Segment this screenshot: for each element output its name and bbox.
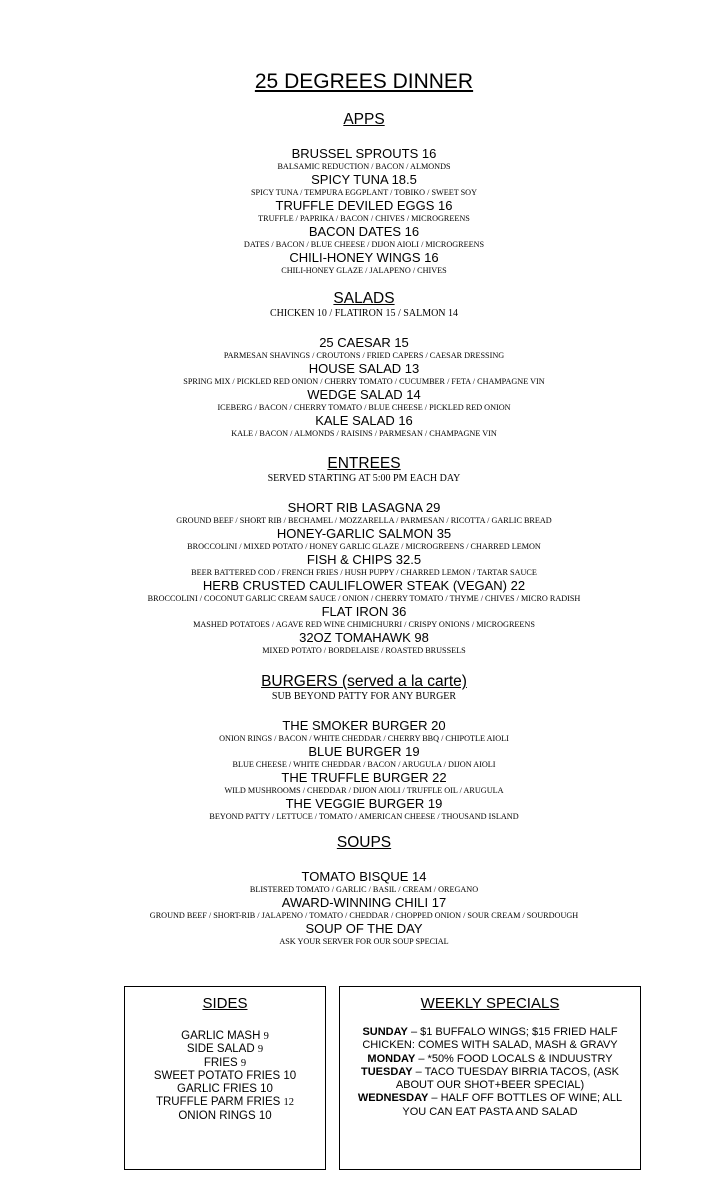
side-item-price: 10 <box>260 1083 273 1096</box>
side-item <box>125 1030 325 1043</box>
side-item-name: SWEET POTATO FRIES <box>153 1069 281 1082</box>
side-item-price: 12 <box>283 1097 295 1109</box>
special-item <box>348 1066 632 1093</box>
salads-heading: SALADS <box>333 290 395 307</box>
menu-item-name: AWARD-WINNING CHILI 17 <box>281 895 447 910</box>
menu-item-name: BRUSSEL SPROUTS 16 <box>291 146 437 161</box>
side-item-name: FRIES <box>203 1056 238 1069</box>
side-item <box>125 1043 325 1056</box>
salads-list <box>0 335 728 439</box>
menu-item-desc: SPICY TUNA / TEMPURA EGGPLANT / TOBIKO / SWEET SOY <box>250 188 478 197</box>
menu-item-desc: BEER BATTERED COD / FRENCH FRIES / HUSH PUPPY / CHARRED LEMON / TARTAR SAUCE <box>191 568 537 577</box>
menu-item-desc: GROUND BEEF / SHORT-RIB / JALAPENO / TOMATO / CHEDDAR / CHOPPED ONION / SOUR CREAM / SOURDOUGH <box>149 911 579 920</box>
side-item-name: SIDE SALAD <box>186 1043 255 1056</box>
menu-item-desc: DATES / BACON / BLUE CHEESE / DIJON AIOLI / MICROGREENS <box>243 240 485 249</box>
side-item <box>125 1096 325 1109</box>
menu-item-name: FISH & CHIPS 32.5 <box>306 552 422 567</box>
side-item-price: 9 <box>240 1057 247 1069</box>
side-item <box>125 1070 325 1083</box>
menu-item-name: SPICY TUNA 18.5 <box>311 172 417 187</box>
special-day: SUNDAY <box>362 1026 408 1038</box>
menu-item-desc: BROCCOLINI / COCONUT GARLIC CREAM SAUCE / ONION / CHERRY TOMATO / THYME / CHIVES / MICRO RADISH <box>147 594 581 603</box>
side-item <box>125 1057 325 1070</box>
menu-item-name: BACON DATES 16 <box>308 224 420 239</box>
menu-item-name: HONEY-GARLIC SALMON 35 <box>276 526 452 541</box>
menu-item-name: HERB CRUSTED CAULIFLOWER STEAK (VEGAN) 22 <box>202 578 526 593</box>
menu-item-name: THE VEGGIE BURGER 19 <box>285 796 443 811</box>
menu-item-desc: ICEBERG / BACON / CHERRY TOMATO / BLUE CHEESE / PICKLED RED ONION <box>217 403 511 412</box>
weekly-specials-box <box>339 986 641 1170</box>
apps-heading: APPS <box>343 111 385 128</box>
menu-item-desc: PARMESAN SHAVINGS / CROUTONS / FRIED CAPERS / CAESAR DRESSING <box>223 351 505 360</box>
burgers-note: SUB BEYOND PATTY FOR ANY BURGER <box>271 691 457 702</box>
menu-item-desc: GROUND BEEF / SHORT RIB / BECHAMEL / MOZZARELLA / PARMESAN / RICOTTA / GARLIC BREAD <box>176 516 552 525</box>
soups-heading: SOUPS <box>336 834 392 851</box>
menu-item-name: WEDGE SALAD 14 <box>307 387 421 402</box>
special-item <box>348 1026 632 1053</box>
menu-item-name: 32OZ TOMAHAWK 98 <box>299 630 429 645</box>
special-text: – *50% FOOD LOCALS & INDUUSTRY <box>415 1052 613 1065</box>
menu-item-desc: ONION RINGS / BACON / WHITE CHEDDAR / CHERRY BBQ / CHIPOTLE AIOLI <box>219 734 509 743</box>
soups-list <box>0 869 728 947</box>
special-text: – HALF OFF BOTTLES OF WINE; ALL YOU CAN EAT PASTA AND SALAD <box>402 1092 623 1118</box>
menu-item-name: SHORT RIB LASAGNA 29 <box>287 500 441 515</box>
menu-item-desc: ASK YOUR SERVER FOR OUR SOUP SPECIAL <box>279 937 449 946</box>
menu-item-name: HOUSE SALAD 13 <box>308 361 420 376</box>
menu-item-desc: TRUFFLE / PAPRIKA / BACON / CHIVES / MICROGREENS <box>258 214 470 223</box>
side-item-price: 9 <box>263 1031 269 1042</box>
side-item <box>125 1110 325 1123</box>
sides-list <box>125 1030 325 1123</box>
special-day: MONDAY <box>367 1052 416 1065</box>
side-item-price: 10 <box>283 1069 297 1082</box>
side-item-price: 9 <box>257 1044 264 1056</box>
burgers-section <box>0 673 728 822</box>
menu-item-desc: BEYOND PATTY / LETTUCE / TOMATO / AMERICAN CHEESE / THOUSAND ISLAND <box>209 812 519 821</box>
menu-title: 25 DEGREES DINNER <box>254 70 474 93</box>
salads-addons: CHICKEN 10 / FLATIRON 15 / SALMON 14 <box>269 308 459 319</box>
menu-item-desc: CHILI-HONEY GLAZE / JALAPENO / CHIVES <box>281 266 447 275</box>
menu-item-desc: BLUE CHEESE / WHITE CHEDDAR / BACON / ARUGULA / DIJON AIOLI <box>232 760 496 769</box>
entrees-heading: ENTREES <box>327 455 401 472</box>
salads-section <box>0 290 728 439</box>
side-item-name: GARLIC MASH <box>181 1030 261 1042</box>
menu-item-desc: BLISTERED TOMATO / GARLIC / BASIL / CREAM / OREGANO <box>249 885 479 894</box>
special-item <box>348 1092 632 1119</box>
soups-section <box>0 834 728 947</box>
side-item-name: TRUFFLE PARM FRIES <box>155 1096 281 1109</box>
apps-list <box>0 146 728 276</box>
menu-item-name: BLUE BURGER 19 <box>308 744 420 759</box>
menu-item-name: FLAT IRON 36 <box>321 604 407 619</box>
special-text: – TACO TUESDAY BIRRIA TACOS, (ASK ABOUT OUR SHOT+BEER SPECIAL) <box>395 1065 619 1092</box>
apps-section <box>0 111 728 276</box>
burgers-list <box>0 718 728 822</box>
entrees-section <box>0 455 728 656</box>
menu-item-desc: BROCCOLINI / MIXED POTATO / HONEY GARLIC GLAZE / MICROGREENS / CHARRED LEMON <box>187 542 541 551</box>
special-item <box>348 1053 632 1066</box>
menu-item-desc: MIXED POTATO / BORDELAISE / ROASTED BRUSSELS <box>262 646 466 655</box>
burgers-heading: BURGERS (served a la carte) <box>261 673 467 690</box>
menu-item-name: TRUFFLE DEVILED EGGS 16 <box>275 198 453 213</box>
side-item <box>125 1083 325 1096</box>
menu-item-name: KALE SALAD 16 <box>315 413 413 428</box>
specials-heading: WEEKLY SPECIALS <box>420 995 560 1012</box>
special-day: TUESDAY <box>361 1065 413 1078</box>
menu-item-desc: WILD MUSHROOMS / CHEDDAR / DIJON AIOLI / TRUFFLE OIL / ARUGULA <box>224 786 504 795</box>
entrees-list <box>0 500 728 656</box>
side-item-price: 10 <box>258 1109 272 1122</box>
menu-item-desc: BALSAMIC REDUCTION / BACON / ALMONDS <box>277 162 451 171</box>
menu-item-name: THE SMOKER BURGER 20 <box>282 718 446 733</box>
sides-heading: SIDES <box>202 995 248 1012</box>
menu-item-name: 25 CAESAR 15 <box>319 335 409 350</box>
side-item-name: GARLIC FRIES <box>177 1083 257 1096</box>
special-text: – $1 BUFFALO WINGS; $15 FRIED HALF CHICKEN: COMES WITH SALAD, MASH & GRAVY <box>362 1026 618 1052</box>
side-item-name: ONION RINGS <box>178 1109 256 1122</box>
menu-item-name: TOMATO BISQUE 14 <box>301 869 427 884</box>
specials-list <box>340 1026 640 1119</box>
menu-item-name: THE TRUFFLE BURGER 22 <box>281 770 447 785</box>
menu-item-name: CHILI-HONEY WINGS 16 <box>289 250 439 265</box>
menu-item-desc: KALE / BACON / ALMONDS / RAISINS / PARMESAN / CHAMPAGNE VIN <box>231 429 497 438</box>
menu-item-desc: SPRING MIX / PICKLED RED ONION / CHERRY TOMATO / CUCUMBER / FETA / CHAMPAGNE VIN <box>183 377 545 386</box>
menu-item-name: SOUP OF THE DAY <box>305 921 423 936</box>
menu-item-desc: MASHED POTATOES / AGAVE RED WINE CHIMICHURRI / CRISPY ONIONS / MICROGREENS <box>193 620 535 629</box>
sides-box <box>124 986 326 1170</box>
entrees-note: SERVED STARTING AT 5:00 PM EACH DAY <box>267 473 461 484</box>
special-day: WEDNESDAY <box>357 1092 429 1105</box>
